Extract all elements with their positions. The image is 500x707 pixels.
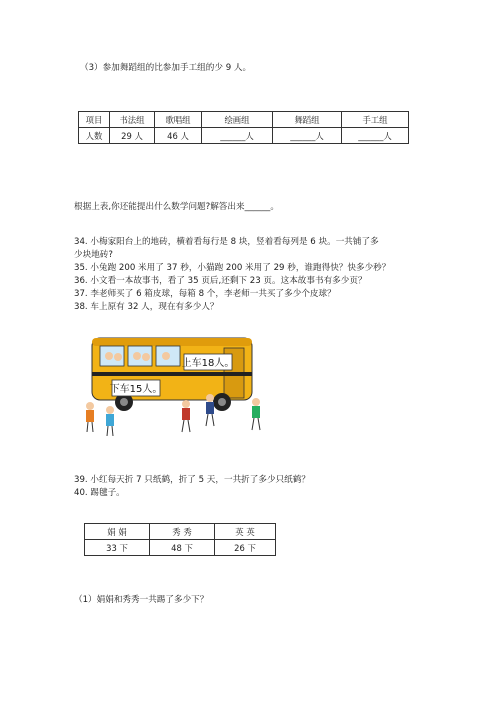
kick-table-header [85,524,276,540]
final-question: （1）娟娟和秀秀一共踢了多少下？ [74,595,209,605]
row-cell: 46 人 [155,128,202,144]
row-cell: 48 下 [150,540,215,556]
kick-table [84,523,276,556]
off-label: 下车15人。 [109,384,163,395]
row-cell: 33 下 [85,540,150,556]
problem-38: 38. 车上原有 32 人，现在有多少人？ [74,302,219,312]
header-cell: 绘画组 [202,112,273,128]
header-cell: 书法组 [110,112,155,128]
row-cell: ______人 [202,128,273,144]
kid-figure [106,406,114,436]
table-question: 根据上表,你还能提出什么数学问题?解答出来______。 [74,202,279,212]
row-cell: 26 下 [215,540,276,556]
kid-figure [182,400,190,432]
problem-39: 39. 小红每天折 7 只纸鹤，折了 5 天，一共折了多少只纸鹤？ [74,475,310,485]
row-cell: 人数 [79,128,110,144]
header-cell: 娟 娟 [85,524,150,540]
row-cell: 29 人 [110,128,155,144]
header-cell: 秀 秀 [150,524,215,540]
kick-table-row [85,540,276,556]
problem-35: 35. 小兔跑 200 米用了 37 秒，小猫跑 200 米用了 29 秒，谁跑得快？快多少秒？ [74,263,391,273]
group-table [78,111,409,144]
group-table-header [79,112,409,128]
problem-36: 36. 小文看一本故事书，看了 35 页后,还剩下 23 页。这本故事书有多少页？ [74,276,367,286]
kid-figure [86,402,94,432]
header-cell: 项目 [79,112,110,128]
header-cell: 歌唱组 [155,112,202,128]
kid-figure [252,398,260,430]
bus-drawing [84,334,266,438]
problem-34a: 34. 小梅家阳台上的地砖，横着看每行是 8 块，竖着看每列是 6 块。一共铺了多 [74,237,379,247]
header-cell: 手工组 [342,112,409,128]
problem-37: 37. 李老师买了 6 箱皮球，每箱 8 个，李老师一共买了多少个皮球？ [74,289,336,299]
row-cell: ______人 [342,128,409,144]
bus-illustration [84,334,266,438]
header-cell: 舞蹈组 [273,112,342,128]
problem-40: 40. 踢毽子。 [74,488,125,498]
row-cell: ______人 [273,128,342,144]
group-table-row [79,128,409,144]
q3-intro: （3）参加舞蹈组的比参加手工组的少 9 人。 [80,63,252,73]
on-label: 上车18人。 [181,358,235,369]
header-cell: 英 英 [215,524,276,540]
problem-34b: 少块地砖? [74,250,113,260]
kid-figure [206,394,214,426]
